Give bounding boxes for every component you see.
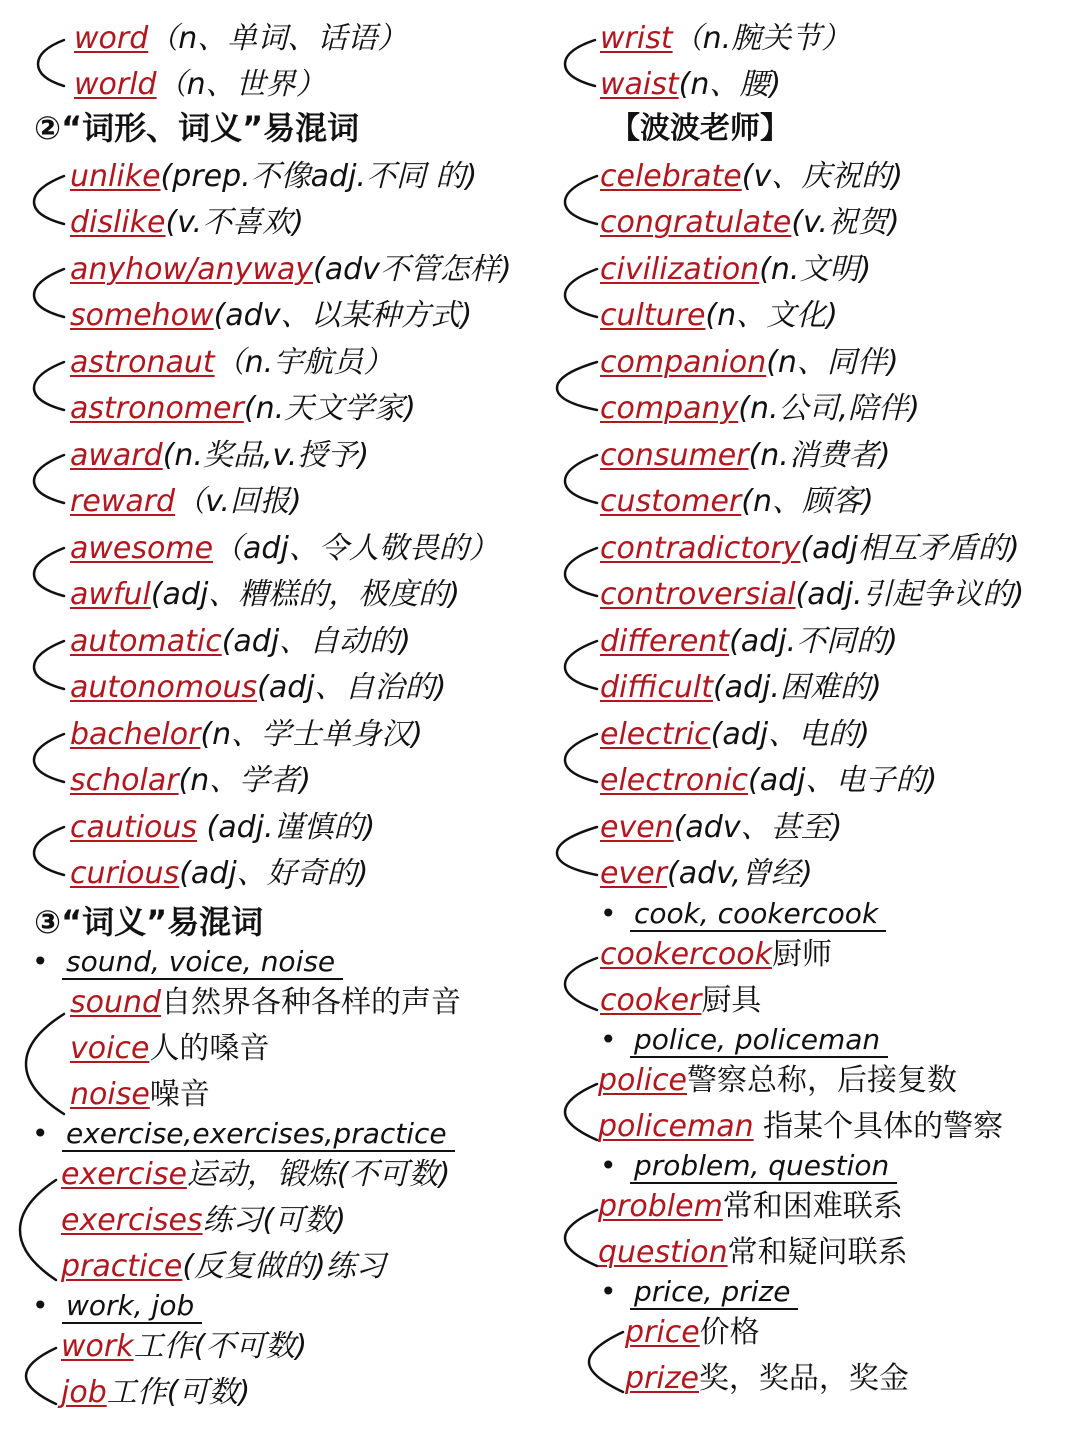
- word-line-2: [70, 671, 446, 705]
- definition-line: [70, 986, 461, 1020]
- word-line-2: [70, 206, 304, 240]
- vocab-definition: (n.消费者): [748, 438, 891, 473]
- vocab-word: prize: [625, 1361, 699, 1396]
- vocab-definition: (v.不喜欢): [165, 205, 304, 240]
- vocab-word: question: [598, 1235, 728, 1270]
- pair-astronaut-astronomer: [0, 342, 540, 435]
- vocab-definition: (adj.困难的): [712, 670, 882, 705]
- vocab-word: dislike: [70, 205, 166, 240]
- bullet-heading: problem, question: [630, 1150, 897, 1184]
- vocab-definition: (adj.谨慎的): [197, 810, 376, 845]
- vocab-word: scholar: [70, 763, 179, 798]
- vocab-definition: （n、单词、话语）: [148, 21, 408, 56]
- word-line-1: [70, 160, 477, 194]
- vocab-definition: (adj、电子的): [748, 763, 938, 798]
- word-line-2: [600, 764, 937, 798]
- vocab-definition: (n.天文学家): [243, 391, 416, 426]
- word-line-2: [70, 485, 302, 519]
- vocab-definition: 价格: [699, 1315, 760, 1350]
- vocab-word: astronaut: [70, 345, 215, 380]
- bracket: [34, 38, 74, 88]
- definition-line: [625, 1362, 909, 1396]
- pair-wrist-waist: [545, 18, 1080, 108]
- word-line-1: [70, 625, 411, 659]
- bullet-heading: exercise,exercises,practice: [62, 1118, 455, 1152]
- vocab-definition: (prep.不像adj.不同 的): [160, 159, 478, 194]
- word-line-1: [600, 22, 851, 56]
- vocab-word: job: [61, 1375, 107, 1410]
- bracket: [561, 1208, 601, 1268]
- word-line-1: [600, 718, 870, 752]
- vocab-word: awful: [70, 577, 151, 612]
- bullet-dot: •: [32, 1289, 49, 1322]
- bracket: [561, 732, 601, 784]
- vocab-word: difficult: [600, 670, 713, 705]
- pair-cautious-curious: [0, 807, 540, 900]
- definition-line: [70, 1032, 269, 1066]
- definition-line: [598, 1064, 957, 1098]
- word-line-1: [600, 346, 899, 380]
- vocab-word: reward: [70, 484, 176, 519]
- vocab-word: word: [74, 21, 149, 56]
- bullet-dot: •: [600, 1275, 617, 1308]
- pair-electric-electronic: [545, 714, 1080, 807]
- pair-award-reward: [0, 435, 540, 528]
- word-line-2: [600, 206, 900, 240]
- vocab-definition: 自然界各种各样的声音: [161, 985, 462, 1020]
- vocab-word: different: [600, 624, 730, 659]
- vocab-word: customer: [600, 484, 742, 519]
- word-line-2: [600, 68, 781, 102]
- vocab-definition: (n、同伴): [766, 345, 899, 380]
- bracket: [22, 1012, 70, 1116]
- vocab-word: cautious: [70, 810, 197, 845]
- bracket: [30, 453, 70, 505]
- word-line-1: [70, 718, 423, 752]
- bracket: [30, 546, 70, 598]
- vocab-definition: (v.祝贺): [791, 205, 900, 240]
- vocab-word: congratulate: [600, 205, 792, 240]
- bullet-heading: cook, cookercook: [630, 898, 886, 932]
- vocab-definition: (adj、自治的): [257, 670, 447, 705]
- word-line-2: [70, 857, 368, 891]
- vocab-definition: (n、腰): [678, 67, 782, 102]
- vocab-definition: (adj、自动的): [221, 624, 411, 659]
- vocab-word: bachelor: [70, 717, 201, 752]
- bullet-heading: police, policeman: [630, 1024, 888, 1058]
- bullet-dot: •: [600, 1149, 617, 1182]
- definition-line: [598, 1236, 908, 1270]
- bracket: [30, 267, 70, 319]
- bullet-dot: •: [32, 1117, 49, 1150]
- word-line-1: [70, 439, 369, 473]
- vocab-definition: (adj.不同的): [729, 624, 898, 659]
- word-line-1: [70, 532, 499, 566]
- word-line-1: [600, 532, 1020, 566]
- vocab-definition: 指某个具体的警察: [753, 1109, 1004, 1144]
- vocab-definition: (n.公司,陪伴): [738, 391, 920, 426]
- bracket: [30, 639, 70, 691]
- bracket: [22, 1346, 62, 1406]
- bracket: [561, 1082, 601, 1142]
- bullet-dot: •: [600, 897, 617, 930]
- vocab-word: policeman: [598, 1109, 754, 1144]
- vocab-word: electronic: [600, 763, 749, 798]
- bullet-dot: •: [600, 1023, 617, 1056]
- bracket: [30, 174, 70, 226]
- pair-word-world: [0, 18, 540, 108]
- vocab-definition: (n.奖品,v.授予): [162, 438, 370, 473]
- pair-companion-company: [545, 342, 1080, 435]
- vocab-word: electric: [600, 717, 711, 752]
- vocab-definition: (n.文明): [759, 252, 872, 287]
- definition-line: [61, 1158, 450, 1192]
- bracket: [561, 453, 601, 505]
- vocab-definition: （v.回报): [175, 484, 302, 519]
- word-line-2: [600, 671, 882, 705]
- word-line-1: [600, 439, 891, 473]
- bullet-heading: sound, voice, noise: [62, 946, 343, 980]
- pair-awesome-awful: [0, 528, 540, 621]
- vocab-definition: 运动，锻炼(不可数): [186, 1157, 451, 1192]
- word-line-2: [74, 68, 326, 102]
- pair-civilization-culture: [545, 249, 1080, 342]
- vocab-definition: 警察总称，后接复数: [687, 1063, 958, 1098]
- vocab-definition: 人的嗓音: [149, 1031, 270, 1066]
- vocab-definition: 常和困难联系: [722, 1189, 903, 1224]
- bracket: [585, 1330, 627, 1394]
- pair-unlike-dislike: [0, 156, 540, 249]
- pair-different-difficult: [545, 621, 1080, 714]
- definition-line: [61, 1204, 346, 1238]
- vocab-word: cooker: [600, 983, 702, 1018]
- pairs-section-2: [0, 156, 540, 904]
- bullet-heading: work, job: [62, 1290, 202, 1324]
- bracket: [561, 267, 601, 319]
- vocab-definition: (adj、好奇的): [179, 856, 369, 891]
- section-heading-2: ②“词形、词义”易混词: [34, 109, 360, 147]
- vocab-definition: 厨师: [771, 937, 832, 972]
- vocab-definition: (n、顾客): [741, 484, 874, 519]
- pair-anyhow-somehow: [0, 249, 540, 342]
- section-heading-3: ③“词义”易混词: [34, 903, 264, 941]
- vocab-word: automatic: [70, 624, 222, 659]
- vocab-word: civilization: [600, 252, 760, 287]
- vocab-definition: (反复做的)练习: [182, 1249, 386, 1284]
- vocab-word: voice: [70, 1031, 150, 1066]
- word-line-2: [600, 857, 813, 891]
- teacher-note: 【波波老师】: [610, 111, 790, 146]
- pair-contradictory-controversial: [545, 528, 1080, 621]
- vocab-definition: (adj.引起争议的): [795, 577, 1025, 612]
- vocab-word: curious: [70, 856, 180, 891]
- word-line-1: [600, 160, 903, 194]
- bracket: [30, 732, 70, 784]
- word-line-1: [600, 253, 871, 287]
- vocab-word: unlike: [70, 159, 161, 194]
- definition-line: [600, 938, 832, 972]
- vocab-definition: (adj相互矛盾的): [800, 531, 1020, 566]
- vocab-word: autonomous: [70, 670, 258, 705]
- definition-line: [70, 1078, 210, 1112]
- vocab-word: cookercook: [600, 937, 772, 972]
- vocab-word: exercises: [61, 1203, 203, 1238]
- vocab-definition: 常和疑问联系: [727, 1235, 908, 1270]
- word-line-2: [70, 764, 311, 798]
- definition-line: [61, 1376, 250, 1410]
- bullet-dot: •: [32, 945, 49, 978]
- vocab-word: contradictory: [600, 531, 801, 566]
- vocab-word: sound: [70, 985, 162, 1020]
- definition-line: [61, 1250, 386, 1284]
- vocab-definition: 奖，奖品，奖金: [698, 1361, 909, 1396]
- vocab-definition: (adj、电的): [710, 717, 870, 752]
- vocab-word: culture: [600, 298, 706, 333]
- word-line-2: [70, 299, 472, 333]
- pair-consumer-customer: [545, 435, 1080, 528]
- vocab-definition: (v、庆祝的): [741, 159, 903, 194]
- definition-line: [61, 1330, 307, 1364]
- vocab-word: awesome: [70, 531, 214, 566]
- vocab-definition: （adj、令人敬畏的）: [213, 531, 499, 566]
- vocab-definition: (n、学者): [178, 763, 311, 798]
- word-line-2: [600, 299, 838, 333]
- vocab-word: price: [625, 1315, 700, 1350]
- vocab-word: practice: [61, 1249, 183, 1284]
- vocab-definition: (adv、甚至): [673, 810, 843, 845]
- vocab-definition: （n.宇航员）: [214, 345, 394, 380]
- word-line-1: [70, 346, 393, 380]
- vocab-definition: (n、文化): [705, 298, 838, 333]
- word-line-2: [600, 392, 920, 426]
- vocab-word: astronomer: [70, 391, 244, 426]
- word-line-1: [70, 811, 375, 845]
- word-line-2: [600, 485, 874, 519]
- bullet-heading: price, prize: [630, 1276, 798, 1310]
- vocab-definition: (adv不管怎样): [313, 252, 512, 287]
- word-line-1: [600, 811, 842, 845]
- bracket: [561, 546, 601, 598]
- vocab-word: companion: [600, 345, 767, 380]
- definition-line: [600, 984, 761, 1018]
- word-line-2: [70, 392, 416, 426]
- vocab-word: world: [74, 67, 157, 102]
- bracket: [561, 639, 601, 691]
- word-line-1: [74, 22, 407, 56]
- vocab-word: controversial: [600, 577, 796, 612]
- bracket: [30, 825, 70, 877]
- vocab-definition: 噪音: [149, 1077, 210, 1112]
- pairs-section-right: [545, 156, 1080, 904]
- vocab-word: police: [598, 1063, 688, 1098]
- vocab-word: ever: [600, 856, 668, 891]
- vocab-word: work: [61, 1329, 134, 1364]
- bracket: [561, 174, 601, 226]
- word-line-1: [600, 625, 898, 659]
- vocab-word: somehow: [70, 298, 214, 333]
- vocab-word: award: [70, 438, 163, 473]
- definition-line: [625, 1316, 760, 1350]
- vocab-word: company: [600, 391, 739, 426]
- vocab-word: waist: [600, 67, 679, 102]
- vocab-definition: (adv,曾经): [667, 856, 813, 891]
- pair-celebrate-congratulate: [545, 156, 1080, 249]
- bracket: [16, 1178, 62, 1282]
- vocab-definition: (adj、糟糕的，极度的): [150, 577, 461, 612]
- vocab-word: consumer: [600, 438, 749, 473]
- vocab-word: anyhow/anyway: [70, 252, 313, 287]
- vocab-definition: （n.腕关节）: [672, 21, 852, 56]
- vocab-definition: (adv、以某种方式): [213, 298, 473, 333]
- vocab-word: celebrate: [600, 159, 742, 194]
- pair-bachelor-scholar: [0, 714, 540, 807]
- vocab-definition: 厨具: [701, 983, 762, 1018]
- word-line-2: [70, 578, 460, 612]
- definition-line: [598, 1110, 1003, 1144]
- bracket: [561, 956, 601, 1012]
- vocab-word: exercise: [61, 1157, 187, 1192]
- definition-line: [598, 1190, 903, 1224]
- pair-automatic-autonomous: [0, 621, 540, 714]
- vocab-definition: 工作(可数): [106, 1375, 251, 1410]
- vocab-word: noise: [70, 1077, 150, 1112]
- vocab-definition: （n、世界）: [156, 67, 326, 102]
- bracket: [553, 825, 601, 877]
- pair-even-ever: [545, 807, 1080, 900]
- word-line-1: [70, 253, 512, 287]
- vocab-definition: 练习(可数): [202, 1203, 346, 1238]
- vocab-word: even: [600, 810, 674, 845]
- word-line-2: [600, 578, 1024, 612]
- vocab-word: wrist: [600, 21, 673, 56]
- vocab-definition: (n、学士单身汉): [200, 717, 423, 752]
- vocab-word: problem: [598, 1189, 723, 1224]
- bracket: [561, 38, 601, 88]
- bracket: [30, 360, 70, 412]
- vocab-definition: 工作(不可数): [133, 1329, 308, 1364]
- bracket: [553, 360, 601, 412]
